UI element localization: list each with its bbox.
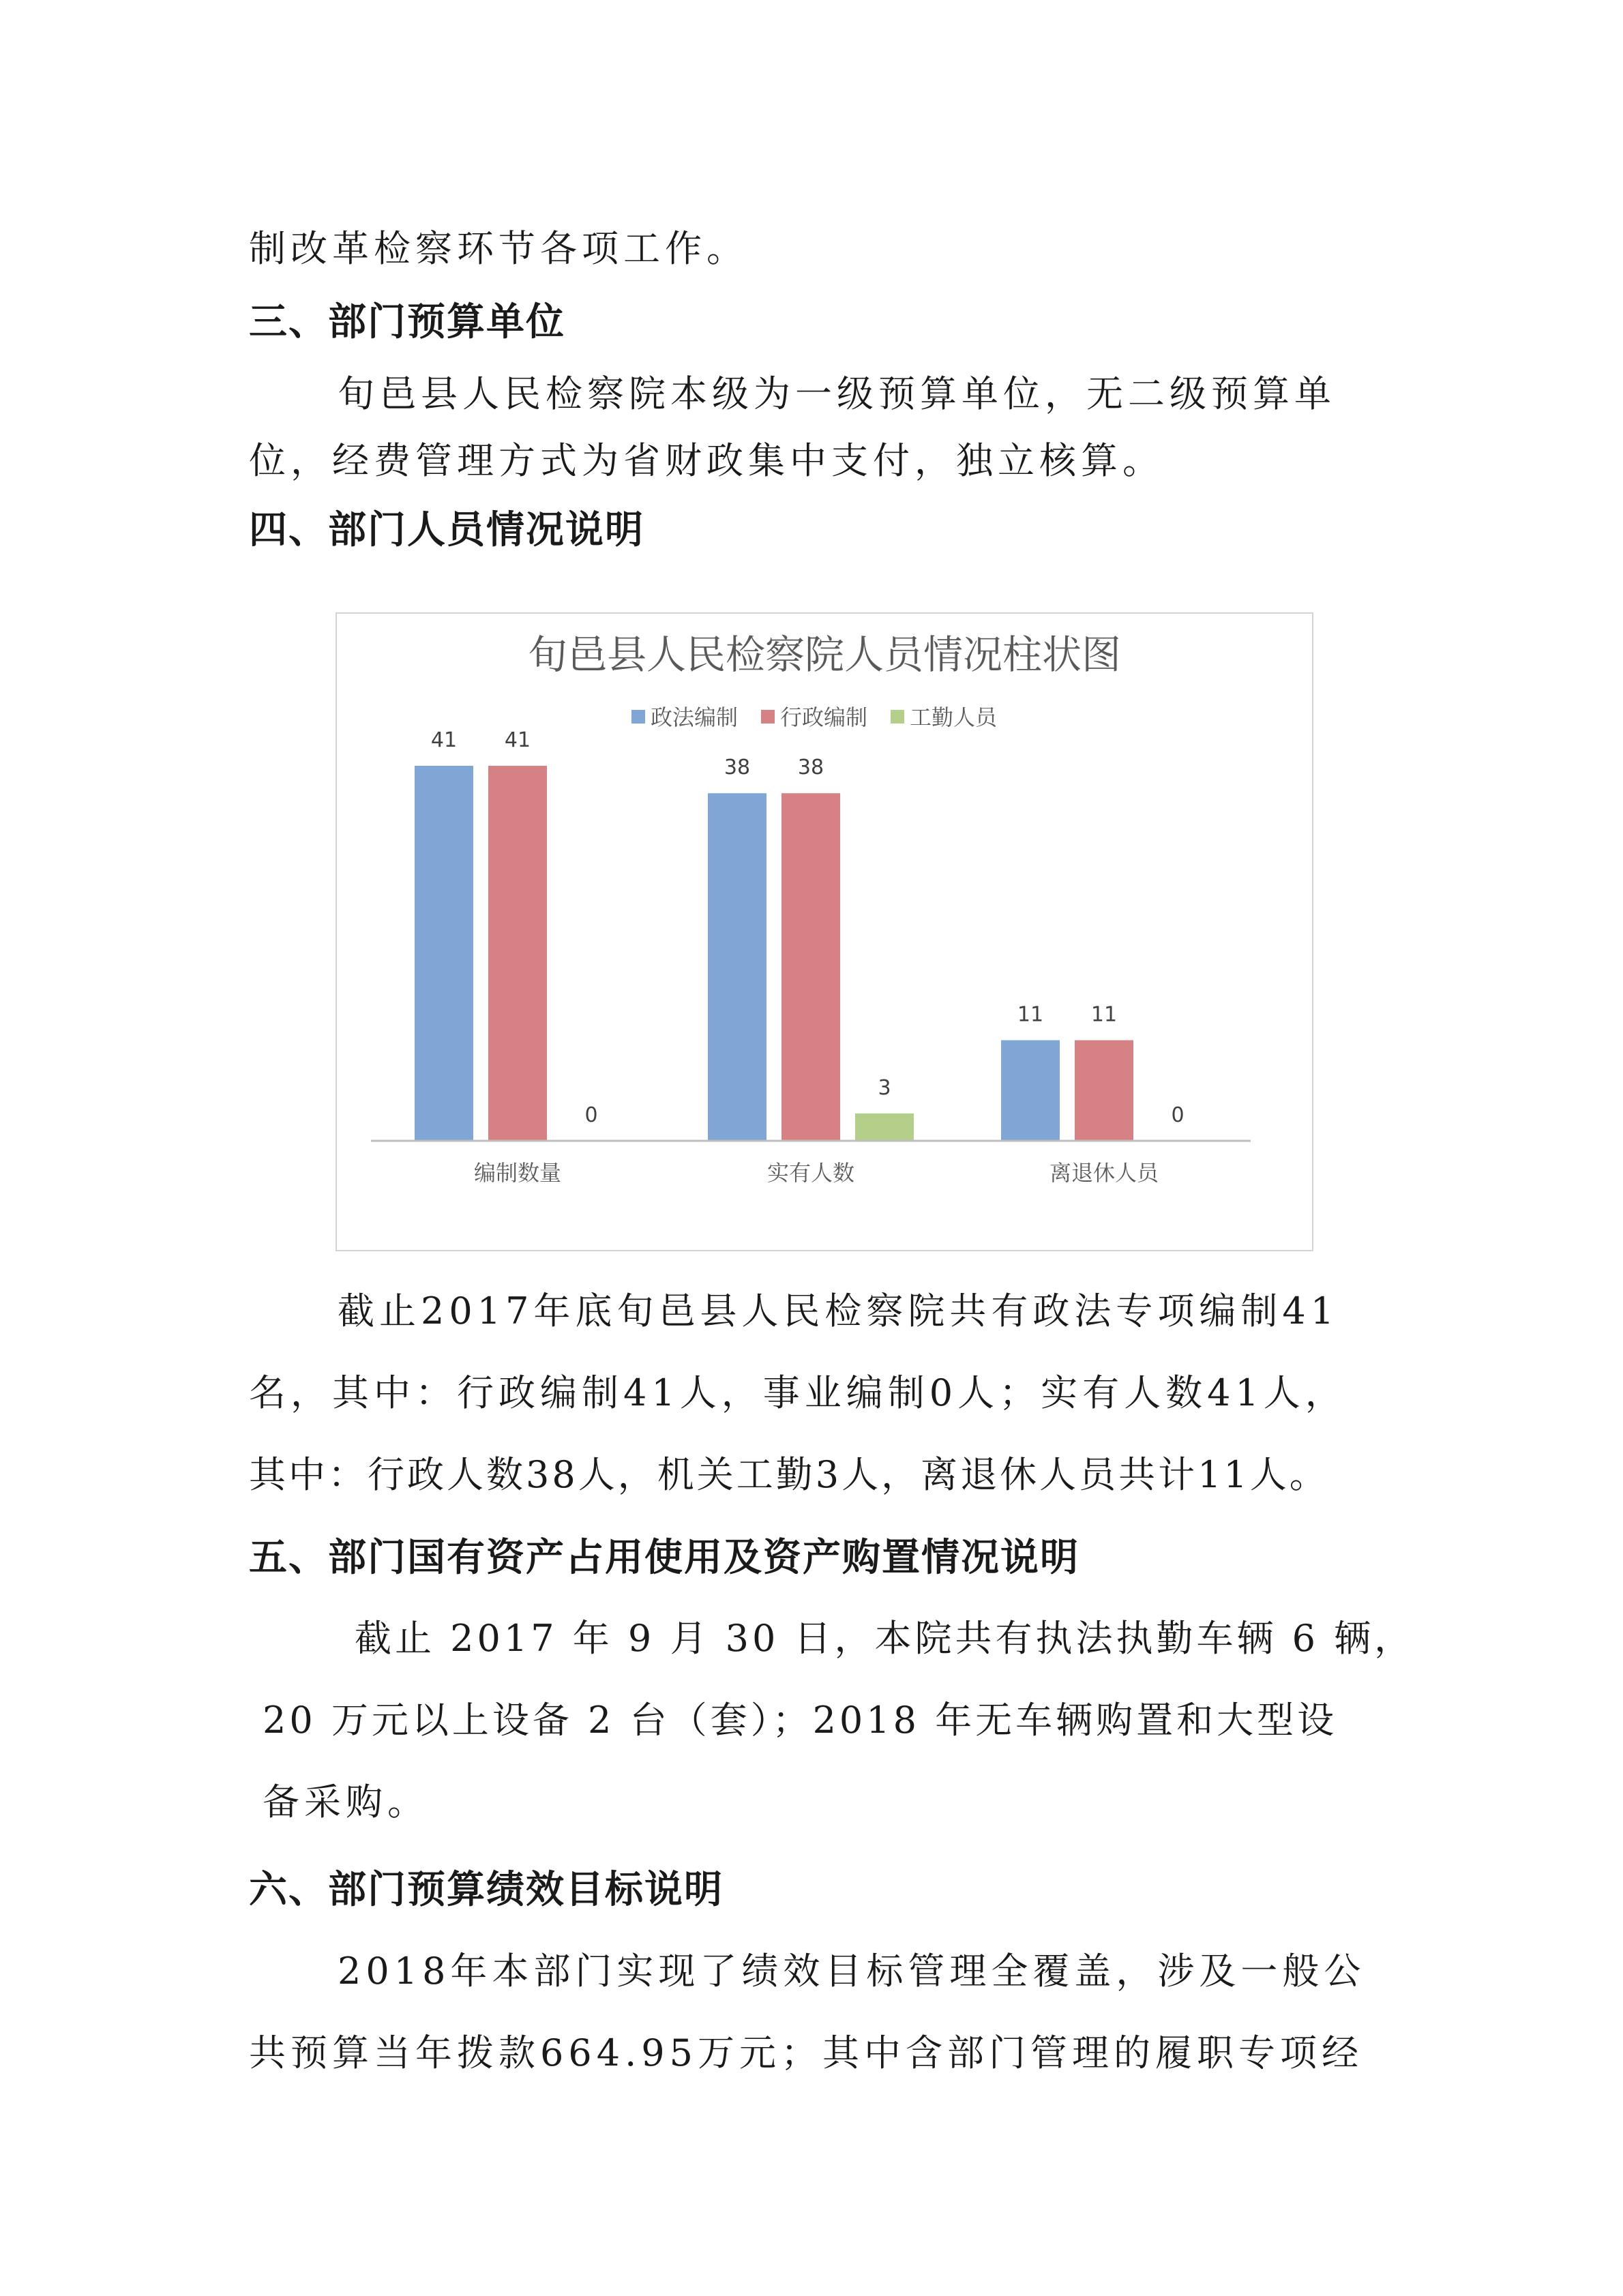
chart-bars	[415, 728, 1185, 1141]
section-heading-personnel: 四、部门人员情况说明	[249, 508, 644, 552]
legend-swatch	[631, 710, 645, 724]
bar-1-2	[855, 1114, 914, 1141]
legend-swatch	[891, 710, 904, 724]
legend-label: 工勤人员	[910, 704, 998, 730]
paragraph-line: 制改革检察环节各项工作。	[249, 227, 748, 270]
x-axis-ticks	[474, 1160, 1160, 1186]
data-label: 41	[504, 728, 531, 752]
chart-legend	[631, 704, 998, 730]
x-tick-label: 编制数量	[473, 1160, 562, 1186]
bar-2-1	[1075, 1040, 1133, 1141]
paragraph-line: 位，经费管理方式为省财政集中支付，独立核算。	[249, 439, 1164, 482]
paragraph-line: 2018年本部门实现了绩效目标管理全覆盖，涉及一般公	[338, 1950, 1366, 1993]
paragraph-line: 名，其中：行政编制41人，事业编制0人；实有人数41人，	[249, 1371, 1347, 1414]
legend-swatch	[761, 710, 775, 724]
bar-2-0	[1001, 1040, 1060, 1141]
data-label: 11	[1017, 1002, 1044, 1027]
data-label: 3	[878, 1075, 891, 1100]
paragraph-line: 其中：行政人数38人，机关工勤3人，离退休人员共计11人。	[249, 1453, 1329, 1496]
section-heading-budget-unit: 三、部门预算单位	[249, 300, 565, 344]
section-heading-assets: 五、部门国有资产占用使用及资产购置情况说明	[249, 1536, 1079, 1580]
bar-1-1	[781, 793, 840, 1141]
data-label: 11	[1090, 1002, 1118, 1027]
data-label: 41	[430, 728, 458, 752]
x-tick-label: 实有人数	[766, 1160, 855, 1186]
paragraph-line: 截止2017年底旬邑县人民检察院共有政法专项编制41	[338, 1289, 1339, 1332]
paragraph-line: 截止 2017 年 9 月 30 日，本院共有执法执勤车辆 6 辆，	[355, 1617, 1415, 1660]
data-label: 0	[1171, 1103, 1185, 1127]
data-label: 38	[724, 756, 751, 780]
paragraph-line: 旬邑县人民检察院本级为一级预算单位，无二级预算单	[338, 372, 1336, 415]
chart-canvas	[337, 614, 1312, 1250]
data-label: 38	[797, 756, 824, 780]
paragraph-line: 20 万元以上设备 2 台（套）；2018 年无车辆购置和大型设	[263, 1699, 1338, 1742]
chart-title: 旬邑县人民检察院人员情况柱状图	[527, 631, 1122, 678]
data-label: 0	[584, 1103, 598, 1127]
bar-0-0	[415, 766, 473, 1141]
legend-label: 政法编制	[651, 704, 739, 730]
personnel-bar-chart	[336, 612, 1313, 1251]
x-tick-label: 离退休人员	[1049, 1160, 1159, 1186]
bar-0-1	[488, 766, 547, 1141]
paragraph-line: 共预算当年拨款664.95万元；其中含部门管理的履职专项经	[249, 2031, 1363, 2074]
legend-label: 行政编制	[780, 704, 868, 730]
bar-1-0	[708, 793, 766, 1141]
paragraph-line: 备采购。	[263, 1780, 429, 1823]
section-heading-performance: 六、部门预算绩效目标说明	[249, 1868, 724, 1912]
